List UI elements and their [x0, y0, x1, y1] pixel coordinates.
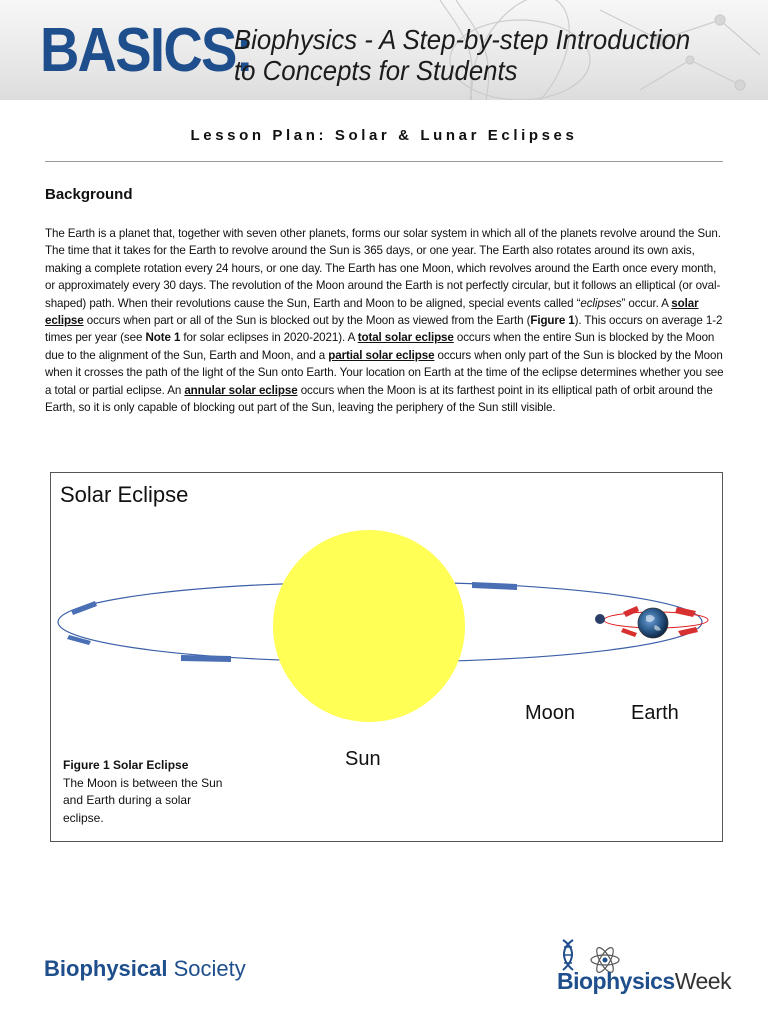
figure-reference: Figure 1 — [530, 314, 575, 328]
earth-label: Earth — [631, 702, 679, 724]
orbit-arrow-top — [472, 582, 517, 590]
text-segment: ” occur. A — [621, 296, 672, 310]
note-reference: Note 1 — [145, 331, 181, 345]
sun-shape — [273, 530, 465, 722]
week-name-bold: Biophysics — [557, 968, 675, 994]
text-segment: occurs when part or all of the Sun is blocked out by the Moon as viewed from the Earth ( — [83, 314, 531, 328]
biophysics-week-logo — [557, 968, 731, 995]
caption-body: The Moon is between the Sun and Earth during a solar eclipse. — [63, 775, 223, 825]
moon-shape — [595, 614, 605, 624]
org-name-regular: Society — [167, 956, 246, 981]
background-paragraph — [45, 225, 727, 416]
annular-solar-eclipse-term: annular solar eclipse — [184, 383, 298, 397]
total-solar-eclipse-term: total solar eclipse — [357, 331, 454, 345]
solar-eclipse-figure — [50, 472, 723, 842]
basics-logo: BASICS: — [40, 16, 252, 85]
header-banner — [0, 0, 768, 100]
text-segment: The Earth is a planet that, together with seven other planets, forms our solar system in which all of the planets revolve around the Sun. The time that it takes for the Earth to revolve around the Sun is 365 days, or one year. The Earth also rotates around its own axis, making a complete rotation every 24 hours, or one day. The Earth has one Moon, which revolves around the Earth once every month, or approximately every 30 days. The revolution of the Moon around the Earth is not perfectly circular, but it follows an elliptical (or oval-shaped) path. When their revolutions cause the Sun, Earth and Moon to be aligned, special events called “ — [45, 227, 721, 310]
sun-label: Sun — [345, 748, 381, 770]
subtitle-line-1: Biophysics - A Step-by-step Introduction — [234, 24, 691, 55]
subtitle-line-2: to Concepts for Students — [234, 55, 518, 86]
text-segment: occurs when the entire Sun is blocked by the Moon due to the alignment of the Sun, Earth and Moon, and a — [45, 331, 715, 362]
text-segment: ). This occurs on average 1-2 times per year (see — [45, 314, 723, 345]
solar-eclipse-term: solar eclipse — [45, 296, 699, 328]
text-segment: occurs when only part of the Sun is blocked by the Moon when it crosses the path of the light of the Sun onto Earth. Your location on Earth at the time of the eclipse determines whether you see a total or partial eclipse. An — [45, 348, 724, 397]
figure-title: Solar Eclipse — [60, 482, 189, 507]
org-name-bold: Biophysical — [44, 956, 168, 981]
text-segment: occurs when the Moon is at its farthest point in its elliptical path of orbit around the Earth, so it is only capable of blocking out part of the Sun, leaving the periphery of the Sun still visible. — [45, 383, 713, 415]
partial-solar-eclipse-term: partial solar eclipse — [328, 348, 435, 362]
eclipses-term: eclipses — [580, 296, 622, 310]
earth-shape — [638, 608, 668, 638]
text-segment: for solar eclipses in 2020-2021). A — [180, 331, 358, 345]
orbit-arrow-bottom — [181, 655, 231, 662]
lesson-title: Lesson Plan: Solar & Lunar Eclipses — [190, 127, 578, 144]
caption-title: Figure 1 Solar Eclipse — [63, 758, 189, 772]
header-subtitle — [234, 24, 712, 86]
moon-label: Moon — [525, 702, 576, 724]
divider — [45, 161, 723, 162]
figure-caption — [63, 757, 223, 827]
biophysical-society-logo — [44, 956, 246, 982]
orbit-arrow-left — [71, 601, 97, 615]
week-name-regular: Week — [674, 968, 732, 994]
section-heading: Background — [45, 186, 133, 203]
